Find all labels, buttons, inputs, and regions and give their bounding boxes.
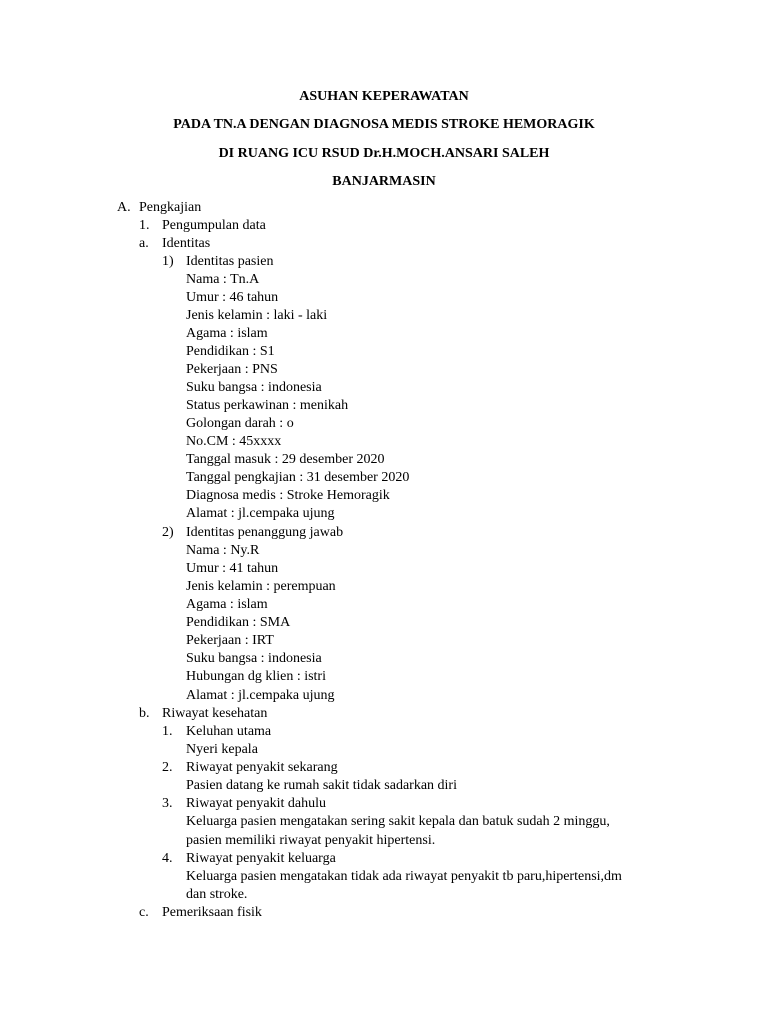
doc-title-line-1: ASUHAN KEPERAWATAN (299, 89, 469, 104)
guardian-field: Hubungan dg klien : istri (186, 669, 326, 684)
history-text: Keluarga pasien mengatakan tidak ada riwayat penyakit tb paru,hipertensi,dm (186, 869, 622, 884)
history-text: Keluarga pasien mengatakan sering sakit kepala dan batuk sudah 2 minggu, (186, 814, 610, 829)
guardian-field: Pekerjaan : IRT (186, 633, 274, 648)
history-text: pasien memiliki riwayat penyakit hipertensi. (186, 833, 436, 848)
guardian-field: Jenis kelamin : perempuan (186, 579, 336, 594)
list-marker: 1) (162, 254, 174, 269)
patient-field: Suku bangsa : indonesia (186, 380, 322, 395)
guardian-field: Umur : 41 tahun (186, 561, 279, 576)
patient-field: Tanggal masuk : 29 desember 2020 (186, 452, 385, 467)
patient-field: Pendidikan : S1 (186, 344, 275, 359)
list-marker: A. (117, 200, 131, 215)
list-label: Riwayat kesehatan (162, 706, 268, 721)
list-marker: 1. (162, 724, 173, 739)
list-label: Identitas (162, 236, 211, 251)
guardian-field: Suku bangsa : indonesia (186, 651, 322, 666)
patient-field: Golongan darah : o (186, 416, 294, 431)
patient-field: Pekerjaan : PNS (186, 362, 278, 377)
list-label: Identitas pasien (186, 254, 274, 269)
list-label: Keluhan utama (186, 724, 272, 739)
list-marker: a. (139, 236, 149, 251)
list-label: Riwayat penyakit sekarang (186, 760, 338, 775)
patient-field: Tanggal pengkajian : 31 desember 2020 (186, 470, 410, 485)
patient-field: Agama : islam (186, 326, 268, 341)
patient-field: Status perkawinan : menikah (186, 398, 349, 413)
list-label: Pengkajian (139, 200, 202, 215)
list-label: Identitas penanggung jawab (186, 525, 344, 540)
list-marker: 2) (162, 525, 174, 540)
guardian-field: Agama : islam (186, 597, 268, 612)
doc-title-line-4: BANJARMASIN (332, 174, 436, 189)
patient-field: Umur : 46 tahun (186, 290, 279, 305)
patient-field: Nama : Tn.A (186, 272, 260, 287)
history-text: Pasien datang ke rumah sakit tidak sadarkan diri (186, 778, 457, 793)
list-marker: c. (139, 905, 149, 920)
list-label: Riwayat penyakit keluarga (186, 851, 336, 866)
history-text: Nyeri kepala (186, 742, 258, 757)
list-marker: 4. (162, 851, 173, 866)
patient-field: Alamat : jl.cempaka ujung (186, 506, 335, 521)
guardian-field: Pendidikan : SMA (186, 615, 291, 630)
list-label: Pemeriksaan fisik (162, 905, 262, 920)
patient-field: No.CM : 45xxxx (186, 434, 282, 449)
guardian-field: Alamat : jl.cempaka ujung (186, 688, 335, 703)
list-marker: 2. (162, 760, 173, 775)
list-label: Pengumpulan data (162, 218, 266, 233)
doc-title-line-2: PADA TN.A DENGAN DIAGNOSA MEDIS STROKE HEMORAGIK (173, 117, 595, 132)
list-label: Riwayat penyakit dahulu (186, 796, 326, 811)
doc-title-line-3: DI RUANG ICU RSUD Dr.H.MOCH.ANSARI SALEH (218, 146, 550, 161)
list-marker: b. (139, 706, 150, 721)
patient-field: Jenis kelamin : laki - laki (186, 308, 328, 323)
patient-field: Diagnosa medis : Stroke Hemoragik (186, 488, 390, 503)
history-text: dan stroke. (186, 887, 248, 902)
list-marker: 1. (139, 218, 150, 233)
list-marker: 3. (162, 796, 173, 811)
guardian-field: Nama : Ny.R (186, 543, 260, 558)
